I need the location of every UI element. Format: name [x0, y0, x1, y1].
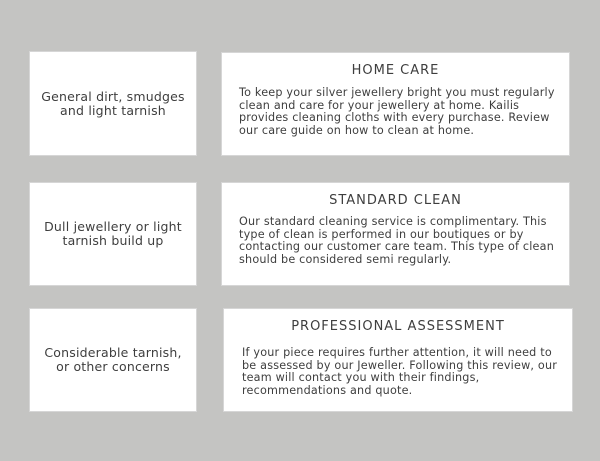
service-description: Our standard cleaning service is complimentary. This type of clean is performed in our boutiques or by contacting our customer care team. This type of clean should be considered semi regularly.	[239, 215, 554, 266]
service-card-professional-assessment	[223, 308, 573, 412]
condition-text: Dull jewellery or light tarnish build up	[44, 219, 182, 248]
service-title: STANDARD CLEAN	[329, 193, 462, 208]
condition-card-considerable-tarnish	[29, 308, 197, 412]
service-card-standard-clean	[221, 182, 570, 286]
condition-card-general-dirt	[29, 51, 197, 156]
service-card-home-care	[221, 52, 570, 156]
service-description: To keep your silver jewellery bright you must regularly clean and care for your jewellery at home. Kailis provides cleaning cloths with every purchase. Review our care guide on how to clean at home.	[239, 86, 555, 137]
condition-card-dull-jewellery	[29, 182, 197, 286]
service-title: HOME CARE	[351, 63, 440, 78]
service-description: If your piece requires further attention, it will need to be assessed by our Jeweller. Following this review, our team will contact you with their findings, recommendations and quote.	[242, 346, 558, 397]
service-title: PROFESSIONAL ASSESSMENT	[291, 319, 505, 334]
condition-text: General dirt, smudges and light tarnish	[41, 88, 185, 118]
condition-text: Considerable tarnish, or other concerns	[44, 345, 182, 374]
